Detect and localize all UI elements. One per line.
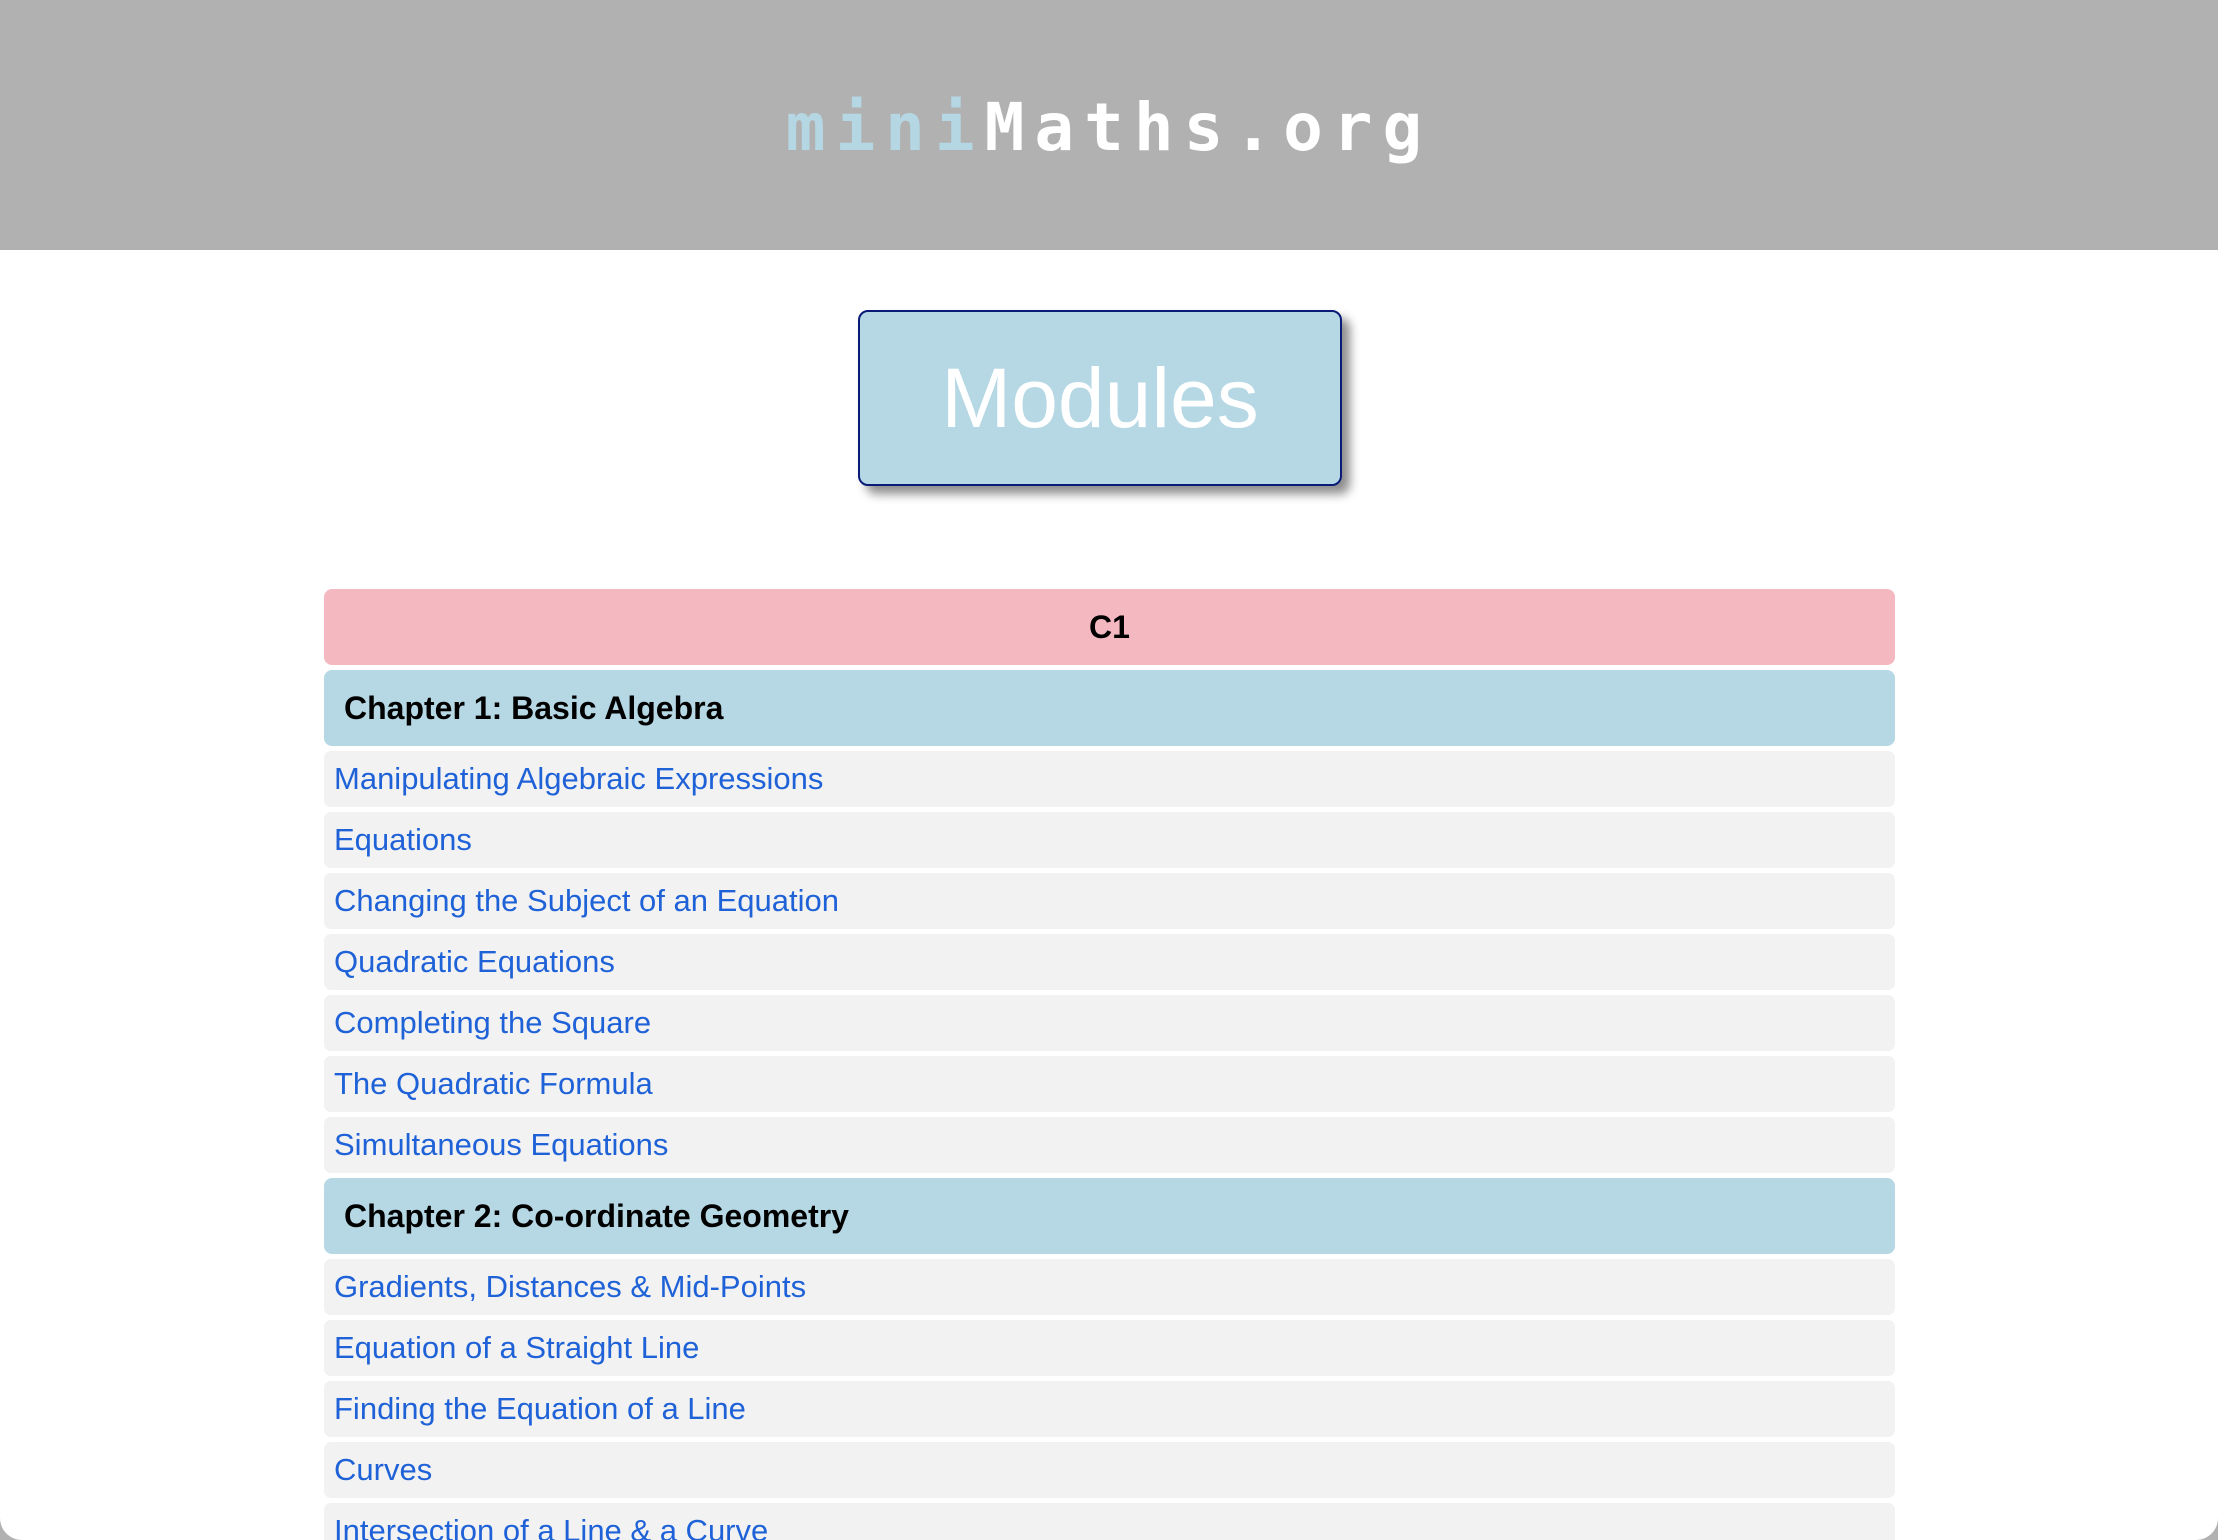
site-logo[interactable] xyxy=(0,88,2218,168)
module-list xyxy=(324,589,1895,1540)
chapter-title: Chapter 2: Co-ordinate Geometry xyxy=(344,1197,849,1234)
list-item xyxy=(324,812,1895,868)
logo-name: Maths.org xyxy=(984,89,1433,166)
list-item xyxy=(324,1056,1895,1112)
topic-link[interactable]: Changing the Subject of an Equation xyxy=(334,883,839,918)
topic-link[interactable]: Gradients, Distances & Mid-Points xyxy=(334,1269,807,1304)
list-item xyxy=(324,1117,1895,1173)
topic-link[interactable]: The Quadratic Formula xyxy=(334,1066,653,1101)
page-title: Modules xyxy=(941,350,1259,445)
topic-link[interactable]: Quadratic Equations xyxy=(334,944,615,979)
list-item xyxy=(324,934,1895,990)
list-item xyxy=(324,1320,1895,1376)
logo-prefix: mini xyxy=(785,89,985,166)
list-item xyxy=(324,873,1895,929)
topic-link[interactable]: Equations xyxy=(334,822,472,857)
chapter-title: Chapter 1: Basic Algebra xyxy=(344,689,724,726)
list-item xyxy=(324,751,1895,807)
list-item xyxy=(324,1442,1895,1498)
list-item xyxy=(324,995,1895,1051)
topic-link[interactable]: Equation of a Straight Line xyxy=(334,1330,700,1365)
page-title-box xyxy=(858,310,1342,486)
topic-link[interactable]: Completing the Square xyxy=(334,1005,652,1040)
list-item xyxy=(324,1503,1895,1540)
list-item xyxy=(324,1259,1895,1315)
topic-link[interactable]: Curves xyxy=(334,1452,433,1487)
module-label: C1 xyxy=(1089,608,1130,645)
list-item xyxy=(324,1381,1895,1437)
topic-link[interactable]: Finding the Equation of a Line xyxy=(334,1391,746,1426)
topic-link[interactable]: Intersection of a Line & a Curve xyxy=(334,1513,769,1540)
chapter-header xyxy=(324,1178,1895,1254)
topic-link[interactable]: Manipulating Algebraic Expressions xyxy=(334,761,824,796)
topic-link[interactable]: Simultaneous Equations xyxy=(334,1127,669,1162)
module-header xyxy=(324,589,1895,665)
chapter-header xyxy=(324,670,1895,746)
site-header xyxy=(0,0,2218,250)
